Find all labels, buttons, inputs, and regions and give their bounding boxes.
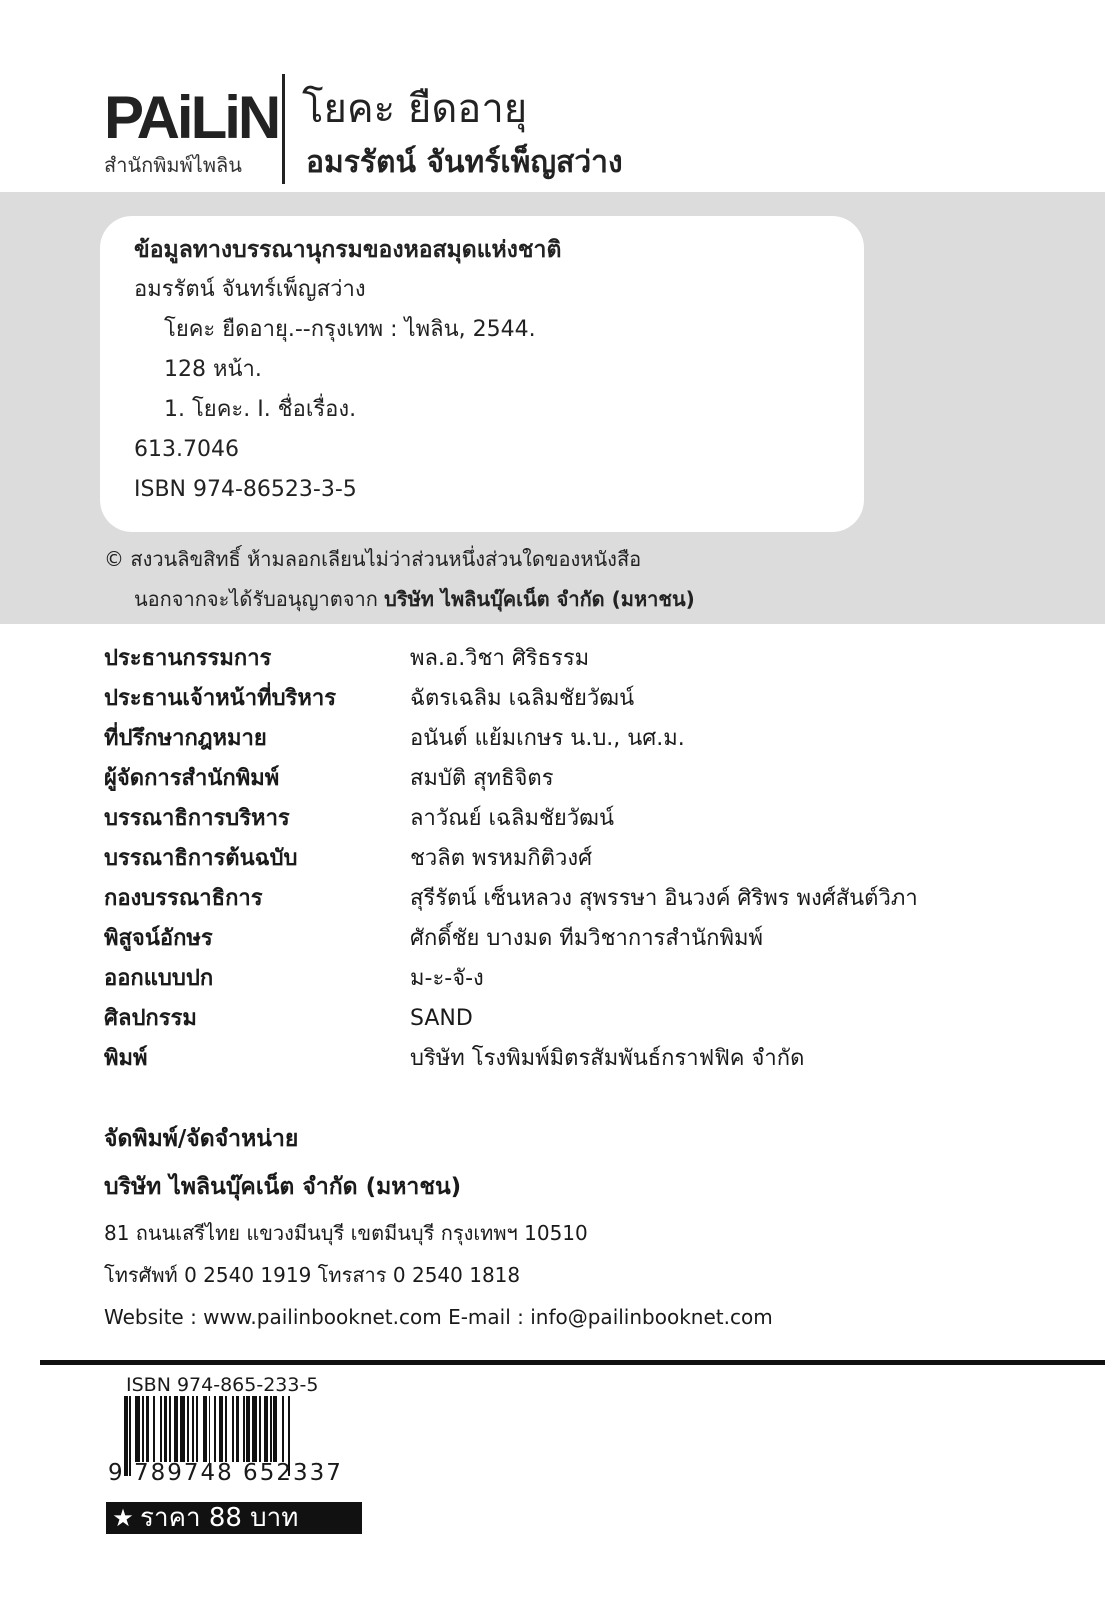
staff-row <box>104 1044 1004 1084</box>
staff-name: ม-ะ-จั-ง <box>410 966 484 991</box>
staff-name: ฉัตรเฉลิม เฉลิมชัยวัฒน์ <box>410 686 635 711</box>
bottom-rule <box>40 1360 1105 1365</box>
staff-row <box>104 884 1004 924</box>
barcode-bar <box>225 1396 227 1462</box>
barcode-bar <box>214 1396 216 1462</box>
distribution-heading: จัดพิมพ์/จัดจำหน่าย <box>104 1126 299 1152</box>
staff-row <box>104 844 1004 884</box>
staff-role: ประธานกรรมการ <box>104 646 272 671</box>
cip-subject: 1. โยคะ. I. ชื่อเรื่อง. <box>164 397 357 422</box>
distribution-company: บริษัท ไพลินบุ๊คเน็ต จำกัด (มหาชน) <box>104 1174 462 1200</box>
barcode-bar <box>236 1396 240 1462</box>
staff-row <box>104 724 1004 764</box>
barcode-bar <box>232 1396 234 1462</box>
staff-row <box>104 924 1004 964</box>
staff-role: ออกแบบปก <box>104 966 214 991</box>
barcode-bar <box>174 1396 178 1462</box>
staff-role: ประธานเจ้าหน้าที่บริหาร <box>104 686 337 711</box>
barcode-bar <box>203 1396 207 1462</box>
barcode-bar <box>264 1396 268 1462</box>
staff-name: ศักดิ์ชัย บางมด ทีมวิชาการสำนักพิมพ์ <box>410 926 764 951</box>
staff-role: บรรณาธิการต้นฉบับ <box>104 846 298 871</box>
distribution-web: Website : www.pailinbooknet.com E-mail : info@pailinbooknet.com <box>104 1305 773 1329</box>
staff-name: ชวลิต พรหมกิติวงศ์ <box>410 846 593 871</box>
price-badge <box>106 1502 362 1534</box>
barcode-bar <box>153 1396 155 1462</box>
barcode-bar <box>196 1396 198 1462</box>
distribution-phone: โทรศัพท์ 0 2540 1919 โทรสาร 0 2540 1818 <box>104 1263 521 1287</box>
staff-row <box>104 764 1004 804</box>
staff-role: ศิลปกรรม <box>104 1006 197 1031</box>
barcode-isbn: ISBN 974-865-233-5 <box>126 1374 319 1396</box>
staff-role: กองบรรณาธิการ <box>104 886 263 911</box>
barcode-bar <box>187 1396 189 1462</box>
copyright-line-1: © สงวนลิขสิทธิ์ ห้ามลอกเลียนไม่ว่าส่วนหนึ่งส่วนใดของหนังสือ <box>104 547 642 571</box>
cip-author: อมรรัตน์ จันทร์เพ็ญสว่าง <box>134 277 366 302</box>
barcode-bar <box>282 1396 284 1462</box>
barcode-bar <box>180 1396 185 1462</box>
barcode-bar <box>219 1396 223 1462</box>
logo-subtitle: สำนักพิมพ์ไพลิน <box>104 153 242 177</box>
staff-row <box>104 644 1004 684</box>
copyright-prefix: นอกจากจะได้รับอนุญาตจาก <box>134 587 385 611</box>
barcode-bar <box>270 1396 272 1462</box>
barcode-bar <box>243 1396 245 1462</box>
staff-row <box>104 1004 1004 1044</box>
cip-heading: ข้อมูลทางบรรณานุกรมของหอสมุดแห่งชาติ <box>134 237 562 263</box>
cip-title-line: โยคะ ยืดอายุ.--กรุงเทพ : ไพลิน, 2544. <box>164 317 536 342</box>
staff-role: บรรณาธิการบริหาร <box>104 806 290 831</box>
staff-name: สุรีรัตน์ เซ็นหลวง สุพรรษา อินวงค์ ศิริพร พงศ์สันต์วิภา <box>410 886 918 911</box>
staff-name: สมบัติ สุทธิจิตร <box>410 766 554 791</box>
header-divider <box>282 74 285 184</box>
staff-name: อนันต์ แย้มเกษร น.บ., นศ.ม. <box>410 726 685 751</box>
cip-isbn: ISBN 974-86523-3-5 <box>134 477 357 502</box>
distribution-address: 81 ถนนเสรีไทย แขวงมีนบุรี เขตมีนบุรี กรุงเทพฯ 10510 <box>104 1221 588 1245</box>
staff-name: ลาวัณย์ เฉลิมชัยวัฒน์ <box>410 806 615 831</box>
barcode-bar <box>142 1396 144 1462</box>
cip-card <box>100 216 864 532</box>
barcode-bar <box>273 1396 277 1462</box>
staff-role: ผู้จัดการสำนักพิมพ์ <box>104 766 280 791</box>
staff-name: พล.อ.วิชา ศิริธรรม <box>410 646 590 671</box>
copyright-company: บริษัท ไพลินบุ๊คเน็ต จำกัด (มหาชน) <box>384 587 695 611</box>
book-author: อมรรัตน์ จันทร์เพ็ญสว่าง <box>306 145 623 180</box>
staff-role: ที่ปรึกษากฎหมาย <box>104 726 267 751</box>
barcode-bar <box>146 1396 150 1462</box>
header <box>0 0 1105 192</box>
cip-classification: 613.7046 <box>134 437 239 462</box>
staff-name: SAND <box>410 1006 473 1031</box>
barcode-bar <box>259 1396 261 1462</box>
barcode-bar <box>192 1396 194 1462</box>
cip-pages: 128 หน้า. <box>164 357 262 382</box>
barcode-bar <box>160 1396 162 1462</box>
barcode-bar <box>169 1396 171 1462</box>
barcode-bar <box>246 1396 250 1462</box>
barcode-bar <box>252 1396 257 1462</box>
copyright-line-2 <box>134 586 695 612</box>
barcode-bar <box>135 1396 140 1462</box>
star-icon: ★ <box>112 1504 134 1532</box>
staff-row <box>104 804 1004 844</box>
staff-row <box>104 964 1004 1004</box>
staff-name: บริษัท โรงพิมพ์มิตรสัมพันธ์กราฟฟิค จำกัด <box>410 1046 805 1071</box>
staff-row <box>104 684 1004 724</box>
book-title: โยคะ ยืดอายุ <box>302 86 528 132</box>
barcode-bar <box>164 1396 168 1462</box>
publisher-logo <box>104 84 279 178</box>
staff-role: พิสูจน์อักษร <box>104 926 213 951</box>
logo-wordmark: PAiLiN <box>104 84 279 151</box>
barcode-digits: 9 789748 652337 <box>108 1460 343 1486</box>
staff-role: พิมพ์ <box>104 1046 148 1071</box>
price-text: ราคา 88 บาท <box>140 1503 299 1533</box>
